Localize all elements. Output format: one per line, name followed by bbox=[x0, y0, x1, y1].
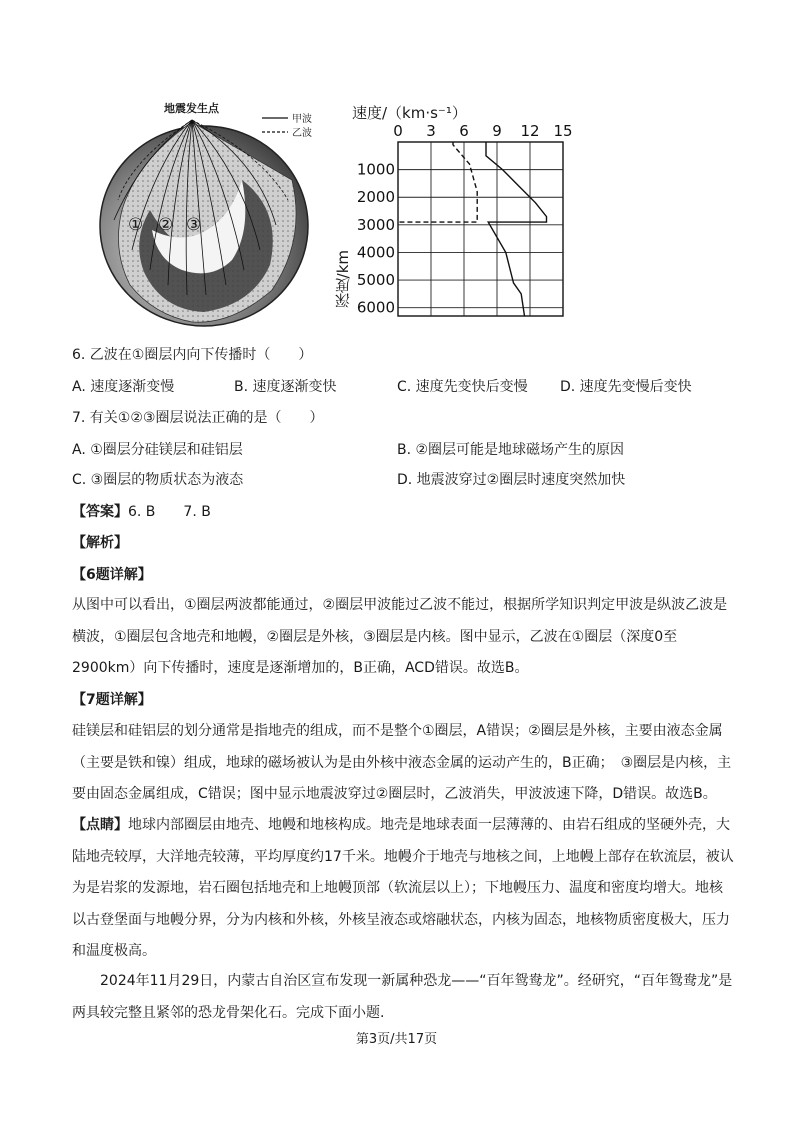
chart-y-tick-label: 5000 bbox=[356, 271, 395, 290]
chart-y-tick-label: 2000 bbox=[356, 188, 395, 207]
circle-label-3: ③ bbox=[186, 215, 202, 235]
detail7-tag: 【7题详解】 bbox=[72, 692, 152, 708]
figure-title: 地震发生点 bbox=[164, 102, 219, 115]
detail7-text: 硅镁层和硅铝层的划分通常是指地壳的组成，而不是整个①圈层，A错误；②圈层是外核，主要由液态金属（主要是铁和镍）组成，地球的磁场被认为是由外核中液态金属的运动产生的，B正确； ③圈层是内核，主要由固态金属组成，C错误；图中显示地震波穿过②圈层时，乙波消失，甲波波速下降，D错误。故选B。 bbox=[72, 723, 732, 802]
answer-text: 6. B 7. B bbox=[128, 504, 211, 520]
chart-frame bbox=[398, 142, 563, 316]
chart-x-tick-label: 9 bbox=[492, 122, 502, 140]
detail6-tag: 【6题详解】 bbox=[72, 567, 152, 583]
q7-option-d: D. 地震波穿过②圈层时速度突然加快 bbox=[397, 472, 626, 488]
velocity-depth-chart bbox=[330, 120, 580, 320]
q6-option-c: C. 速度先变快后变慢 bbox=[397, 379, 528, 395]
q7-stem: 7. 有关①②③圈层说法正确的是（ ） bbox=[72, 410, 324, 426]
chart-y-tick-label: 6000 bbox=[356, 298, 395, 317]
legend-label-yi: 乙波 bbox=[292, 128, 312, 139]
earth-section-figure bbox=[92, 100, 322, 332]
chart-ylabel: 深度/km bbox=[334, 250, 352, 309]
tips-paragraph bbox=[72, 810, 736, 968]
intro-text: 2024年11月29日，内蒙古自治区宣布发现一新属种恐龙——“百年鸳鸯龙”。经研究，“百年鸳鸯龙”是两具较完整且紧邻的恐龙骨架化石。完成下面小题. bbox=[72, 973, 733, 1021]
q7-option-a: A. ①圈层分硅镁层和硅铝层 bbox=[72, 442, 243, 458]
chart-x-tick-label: 6 bbox=[459, 122, 469, 140]
chart-y-tick-label: 3000 bbox=[356, 215, 395, 234]
q7-option-c: C. ③圈层的物质状态为液态 bbox=[72, 472, 244, 488]
tips-tag: 【点睛】 bbox=[72, 817, 128, 833]
q6-option-a: A. 速度逐渐变慢 bbox=[72, 379, 175, 395]
chart-xlabel: 速度/（km·s⁻¹） bbox=[352, 104, 467, 122]
series-line-solid bbox=[486, 142, 547, 316]
q7-option-b: B. ②圈层可能是地球磁场产生的原因 bbox=[397, 442, 625, 458]
chart-y-tick-label: 4000 bbox=[356, 243, 395, 262]
chart-y-tick-label: 1000 bbox=[356, 160, 395, 179]
legend-label-jia: 甲波 bbox=[292, 114, 312, 125]
page-footer: 第3页/共17页 bbox=[355, 1032, 438, 1047]
q6-option-b: B. 速度逐渐变快 bbox=[234, 379, 337, 395]
circle-label-1: ① bbox=[128, 215, 144, 235]
chart-x-tick-label: 15 bbox=[553, 122, 573, 140]
chart-x-tick-label: 0 bbox=[393, 122, 403, 140]
answer-tag: 【答案】 bbox=[72, 504, 128, 520]
detail6-text: 从图中可以看出，①圈层两波都能通过，②圈层甲波能过乙波不能过，根据所学知识判定甲波是纵波乙波是横波，①圈层包含地壳和地幔，②圈层是外核，③圈层是内核。图中显示，乙波在①圈层（深度0至2900km）向下传播时，速度是逐渐增加的，B正确，ACD错误。故选B。 bbox=[72, 597, 728, 676]
series-line-dashed bbox=[398, 142, 477, 222]
tips-text: 地球内部圈层由地壳、地幔和地核构成。地壳是地球表面一层薄薄的、由岩石组成的坚硬外壳，大陆地壳较厚，大洋地壳较薄，平均厚度约17千米。地幔介于地壳与地核之间，上地幔上部存在软流层，被认为是岩浆的发源地，岩石圈包括地壳和上地幔顶部（软流层以上）；下地幔压力、温度和密度均增大。地核以古登堡面与地幔分界，分为内核和外核，外核呈液态或熔融状态，内核为固态，地核物质密度极大，压力和温度极高。 bbox=[72, 817, 734, 959]
circle-label-2: ② bbox=[158, 215, 174, 235]
q6-option-d: D. 速度先变慢后变快 bbox=[560, 379, 692, 395]
analysis-tag: 【解析】 bbox=[72, 535, 128, 551]
chart-x-tick-label: 3 bbox=[426, 122, 436, 140]
q6-stem: 6. 乙波在①圈层内向下传播时（ ） bbox=[72, 347, 313, 363]
chart-x-tick-label: 12 bbox=[520, 122, 540, 140]
answer-line bbox=[72, 502, 732, 522]
